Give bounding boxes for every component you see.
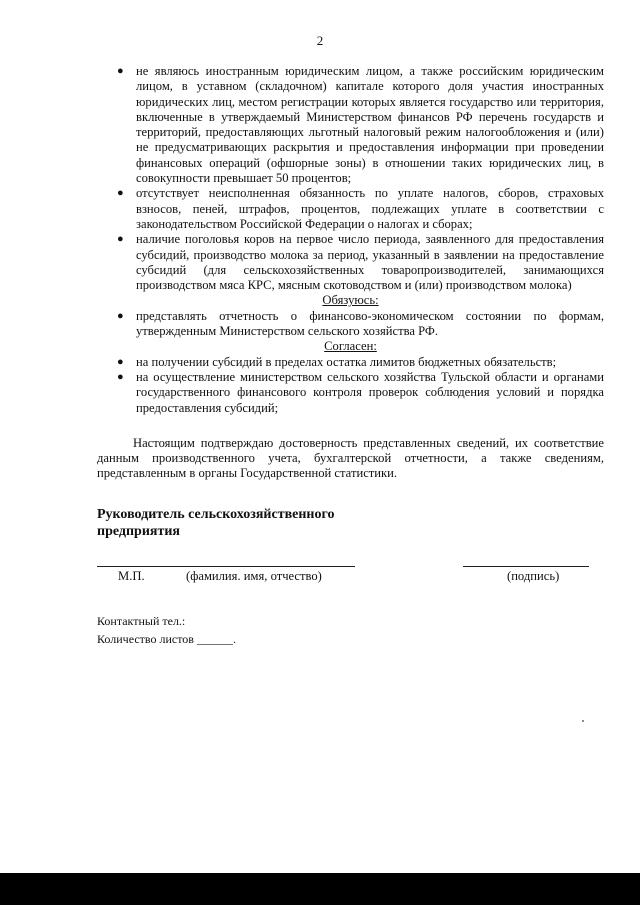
list-item: ● отсутствует неисполненная обязанность по уплате налогов, сборов, страховых взносов, пеней, штрафов, процентов, подлежащих уплате в соответствии с законодательством Российской Федерации о налогах и сборах;	[117, 186, 604, 231]
signature-line	[463, 566, 589, 567]
bullet-icon: ●	[117, 187, 124, 200]
name-label: (фамилия. имя, отчество)	[186, 569, 322, 583]
signature-title-line1: Руководитель сельскохозяйственного	[97, 507, 335, 522]
scan-speck	[582, 720, 584, 722]
heading-obligate: Обязуюсь:	[322, 293, 379, 308]
bullet-icon: ●	[117, 355, 124, 368]
signature-title	[97, 506, 604, 540]
signature-title-line2: предприятия	[97, 524, 180, 539]
name-line	[97, 566, 355, 567]
sheet-count: Количество листов ______.	[97, 632, 236, 646]
list-item: ● наличие поголовья коров на первое число периода, заявленного для предоставления субсидий, производство молока за период, указанный в заявлении на предоставление субсидий (для сельскохозяйственных товаропроизводителей, занимающихся производством мяса КРС, мясным скотоводством и (или) производством молока)	[117, 232, 604, 293]
list-item: ● представлять отчетность о финансово-экономическом состоянии по формам, утвержденным Министерством сельского хозяйства РФ.	[117, 308, 604, 339]
page-number: 2	[316, 33, 324, 48]
obligations-list	[97, 309, 604, 340]
scan-border-bottom	[0, 873, 640, 905]
confirmation-paragraph: Настоящим подтверждаю достоверность представленных сведений, их соответствие данным производственного учета, бухгалтерской отчетности, а также сведениям, представленным в органы Государственной статистики.	[97, 435, 604, 481]
eligibility-list	[97, 64, 604, 293]
list-item: ● на осуществление министерством сельского хозяйства Тульской области и органами государственного финансового контроля проверок соблюдения условий и порядка предоставления субсидий;	[117, 369, 604, 415]
list-item: ● не являюсь иностранным юридическим лицом, а также российским юридическим лицом, в уставном (складочном) капитале которого доля участия иностранных юридических лиц, местом регистрации которых является государство или территория, включенные в утверждаемый Министерством финансов РФ перечень государств и территорий, предоставляющих льготный налоговый режим налогообложения и (или) не предусматривающих раскрытия и предоставления информации при проведении финансовых операций (офшорные зоны) в отношении таких юридических лиц, в совокупности превышает 50 процентов;	[117, 64, 604, 186]
bullet-icon: ●	[117, 233, 124, 246]
bullet-icon: ●	[117, 65, 124, 77]
bullet-icon: ●	[117, 370, 124, 383]
list-item: ● на получении субсидий в пределах остатка лимитов бюджетных обязательств;	[117, 354, 557, 369]
stamp-label: М.П.	[118, 569, 145, 583]
heading-agree: Согласен:	[324, 339, 377, 354]
consent-list	[97, 355, 604, 416]
eligibility-list-section	[97, 64, 604, 482]
sign-label: (подпись)	[507, 569, 560, 583]
contact-phone: Контактный тел.:	[97, 614, 186, 628]
bullet-icon: ●	[117, 309, 124, 322]
